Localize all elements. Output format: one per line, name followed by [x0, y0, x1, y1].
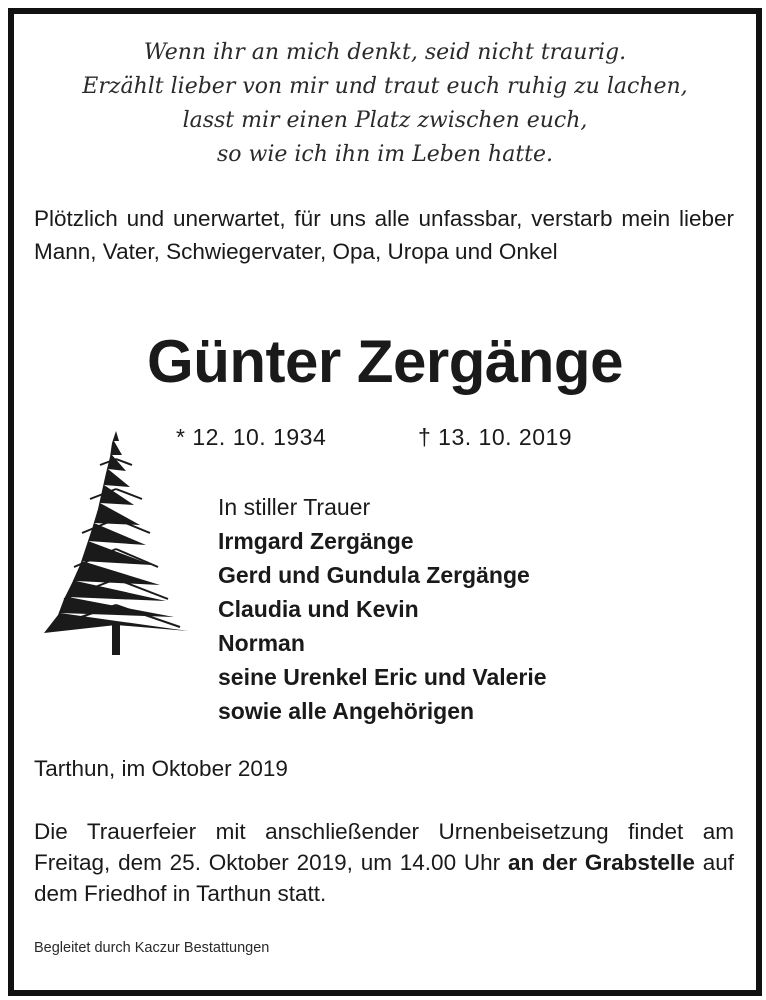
mourner-name: Claudia und Kevin [218, 596, 419, 622]
mourners-lead: In stiller Trauer [218, 494, 371, 520]
mourners-list [218, 490, 547, 728]
intro-text: Plötzlich und unerwartet, für uns alle unfassbar, verstarb mein lieber Mann, Vater, Schwiegervater, Opa, Uropa und Onkel [34, 206, 734, 264]
obituary-notice [8, 8, 762, 996]
poem-line: Wenn ihr an mich denkt, seid nicht traurig. [143, 40, 627, 65]
mourner-name: seine Urenkel Eric und Valerie [218, 664, 547, 690]
death-date: † 13. 10. 2019 [418, 424, 573, 450]
service-location: an der Grabstelle [507, 850, 695, 875]
place-date: Tarthun, im Oktober 2019 [34, 756, 288, 781]
poem-line: so wie ich ihn im Leben hatte. [216, 142, 554, 167]
mourner-name: Gerd und Gundula Zergänge [218, 562, 530, 588]
memorial-poem [14, 36, 756, 172]
birth-date: * 12. 10. 1934 [176, 424, 327, 450]
service-text: Die Trauerfeier mit anschließender Urnenbeisetzung findet am Freitag, dem 25. Oktober 2019, um 14.00 Uhr [34, 819, 734, 875]
undertaker-credit: Begleitet durch Kaczur Bestattungen [34, 940, 270, 956]
mourner-name: Irmgard Zergänge [218, 528, 414, 554]
service-text-end: auf dem Friedhof in Tarthun statt. [34, 850, 735, 906]
funeral-service-info [34, 816, 734, 909]
fir-tree-icon [42, 429, 190, 661]
mourner-name: sowie alle Angehörigen [218, 698, 475, 724]
mourner-name: Norman [218, 630, 305, 656]
deceased-name: Günter Zergänge [147, 328, 623, 395]
poem-line: Erzählt lieber von mir und traut euch ruhig zu lachen, [82, 74, 688, 99]
poem-line: lasst mir einen Platz zwischen euch, [182, 108, 588, 133]
